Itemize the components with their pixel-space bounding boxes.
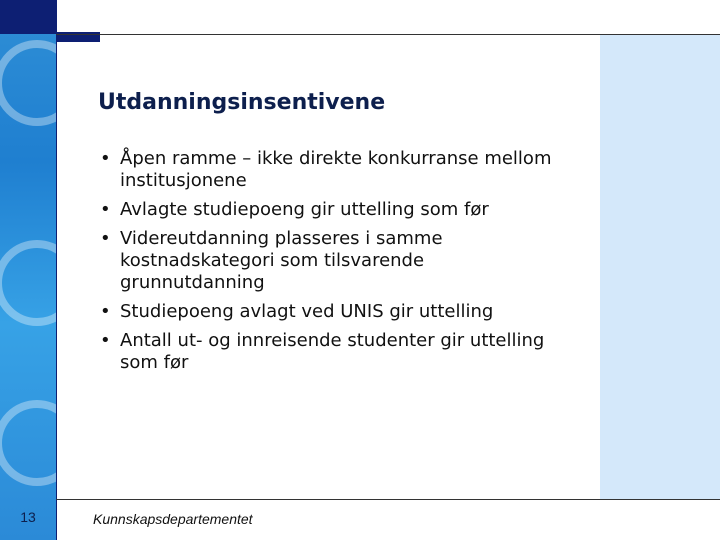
bottom-divider [56,499,720,500]
list-item [98,301,568,323]
navy-corner-block [0,0,56,34]
list-item [98,148,568,192]
bullet-marker: • [100,148,111,169]
swirl-decoration [0,40,56,126]
swirl-decoration [0,400,56,486]
bullet-marker: • [100,228,111,249]
list-item [98,199,568,221]
bullet-list [98,148,568,381]
bullet-marker: • [100,301,111,322]
decorative-left-strip [0,0,56,540]
bullet-text: Avlagte studiepoeng gir uttelling som før [120,199,489,220]
bullet-text: Åpen ramme – ikke direkte konkurranse mellom institusjonene [120,148,552,191]
slide-title: Utdanningsinsentivene [98,90,386,115]
footer-text: Kunnskapsdepartementet [93,511,253,527]
right-color-panel [600,35,720,499]
bullet-text: Studiepoeng avlagt ved UNIS gir uttelling [120,301,494,322]
vertical-divider [56,0,57,540]
list-item [98,228,568,294]
list-item [98,330,568,374]
bullet-text: Videreutdanning plasseres i samme kostnadskategori som tilsvarende grunnutdanning [120,228,443,293]
swirl-decoration [0,240,56,326]
bullet-marker: • [100,199,111,220]
page-number: 13 [20,509,36,525]
bullet-marker: • [100,330,111,351]
bullet-text: Antall ut- og innreisende studenter gir uttelling som før [120,330,545,373]
